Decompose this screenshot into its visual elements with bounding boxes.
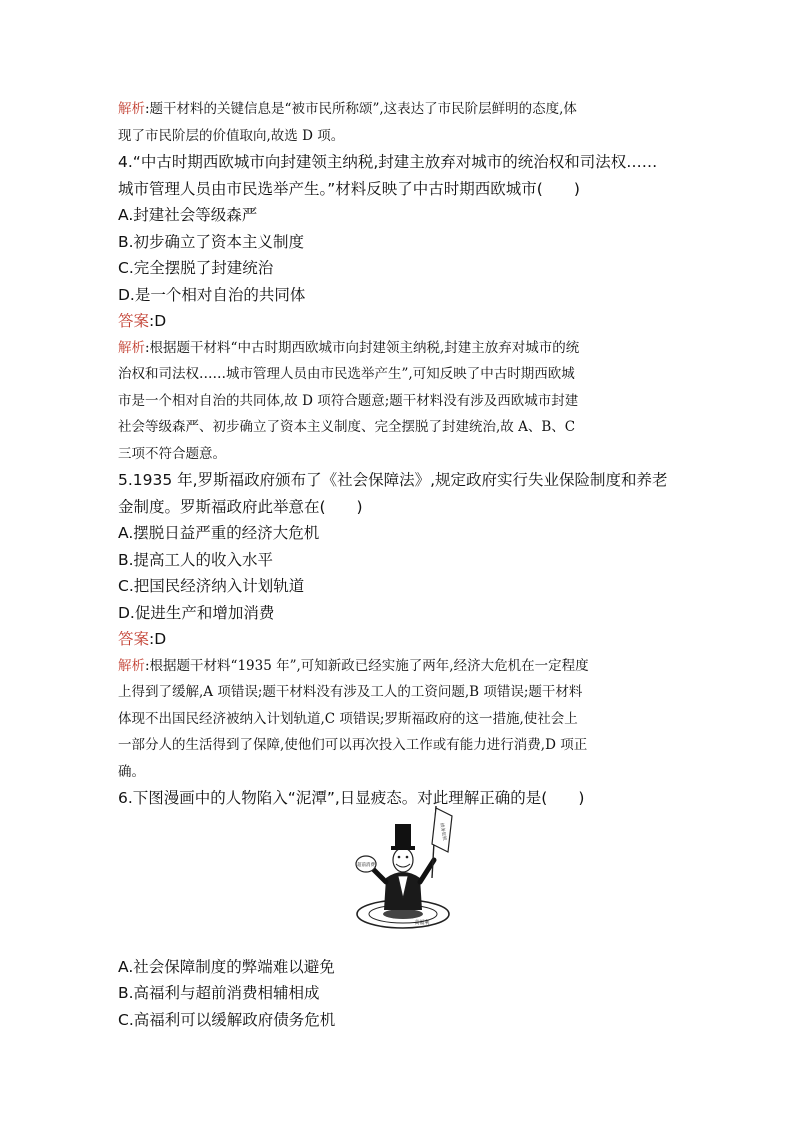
option-line: B.初步确立了资本主义制度 bbox=[118, 232, 305, 251]
explanation-line bbox=[118, 759, 678, 786]
question-line: 金制度。罗斯福政府此举意在( ) bbox=[118, 497, 363, 516]
explanation-line bbox=[118, 679, 678, 706]
explanation-line bbox=[118, 732, 678, 759]
option-line: C.完全摆脱了封建统治 bbox=[118, 259, 274, 277]
explanation-line bbox=[118, 441, 678, 468]
explanation-line bbox=[118, 653, 678, 680]
question-line: 6.下图漫画中的人物陷入“泥潭”,日显疲态。对此理解正确的是( ) bbox=[118, 789, 585, 807]
question-line: 城市管理人员由市民选举产生。”材料反映了中古时期西欧城市( ) bbox=[118, 179, 580, 198]
answer-value: :D bbox=[149, 630, 167, 648]
explanation-line bbox=[118, 123, 678, 150]
question-line: 5.1935 年,罗斯福政府颁布了《社会保障法》,规定政府实行失业保险制度和养老 bbox=[118, 471, 668, 489]
explanation-text: :题干材料的关键信息是“被市民所称颂”,这表达了市民阶层鲜明的态度,体 bbox=[145, 101, 577, 117]
option-line: C.把国民经济纳入计划轨道 bbox=[118, 577, 305, 595]
analysis-label: 解析 bbox=[118, 101, 145, 117]
explanation-line bbox=[118, 335, 678, 362]
option-line: A.摆脱日益严重的经济大危机 bbox=[118, 524, 320, 542]
explanation-text: 一部分人的生活得到了保障,使他们可以再次投入工作或有能力进行消费,D 项正 bbox=[118, 737, 588, 753]
option-line: D.是一个相对自治的共同体 bbox=[118, 285, 306, 304]
explanation-text: 社会等级森严、初步确立了资本主义制度、完全摆脱了封建统治,故 A、B、C bbox=[118, 419, 576, 435]
explanation-line bbox=[118, 414, 678, 441]
left-sign-text: 超前消费 bbox=[357, 863, 375, 868]
option-line: B.提高工人的收入水平 bbox=[118, 550, 274, 569]
analysis-label: 解析 bbox=[118, 339, 145, 356]
option-line: B.高福利与超前消费相辅相成 bbox=[118, 984, 320, 1002]
explanation-text: 市是一个相对自治的共同体,故 D 项符合题意;题干材料没有涉及西欧城市封建 bbox=[118, 392, 579, 409]
explanation-text: 治权和司法权……城市管理人员由市民选举产生”,可知反映了中古时期西欧城 bbox=[118, 366, 575, 382]
answer-label: 答案 bbox=[118, 630, 150, 648]
right-sign-text: 债务危机 bbox=[438, 822, 447, 842]
analysis-label: 解析 bbox=[118, 657, 145, 674]
explanation-text: 三项不符合题意。 bbox=[118, 445, 226, 462]
explanation-line bbox=[118, 96, 678, 123]
explanation-line bbox=[118, 706, 678, 733]
question-line: 4.“中古时期西欧城市向封建领主纳税,封建主放弃对城市的统治权和司法权…… bbox=[118, 153, 658, 171]
puddle-label: 高福利 bbox=[414, 920, 430, 926]
option-line: D.促进生产和增加消费 bbox=[118, 603, 275, 622]
explanation-text: 确。 bbox=[118, 763, 145, 780]
explanation-text: :根据题干材料“1935 年”,可知新政已经实施了两年,经济大危机在一定程度 bbox=[145, 657, 589, 674]
option-line: C.高福利可以缓解政府债务危机 bbox=[118, 1010, 336, 1029]
explanation-line bbox=[118, 361, 678, 388]
option-line: A.社会保障制度的弊端难以避免 bbox=[118, 957, 335, 976]
cartoon-illustration bbox=[350, 798, 456, 934]
explanation-text: 上得到了缓解,A 项错误;题干材料没有涉及工人的工资问题,B 项错误;题干材料 bbox=[118, 684, 583, 700]
explanation-text: :根据题干材料“中古时期西欧城市向封建领主纳税,封建主放弃对城市的统 bbox=[145, 339, 580, 356]
answer-label: 答案 bbox=[118, 312, 150, 330]
answer-value: :D bbox=[149, 312, 167, 330]
explanation-line bbox=[118, 388, 678, 415]
option-line: A.封建社会等级森严 bbox=[118, 206, 258, 224]
explanation-text: 体现不出国民经济被纳入计划轨道,C 项错误;罗斯福政府的这一措施,使社会上 bbox=[118, 710, 578, 727]
explanation-text: 现了市民阶层的价值取向,故选 D 项。 bbox=[118, 127, 345, 144]
answer-line bbox=[118, 308, 678, 335]
answer-line bbox=[118, 626, 678, 653]
